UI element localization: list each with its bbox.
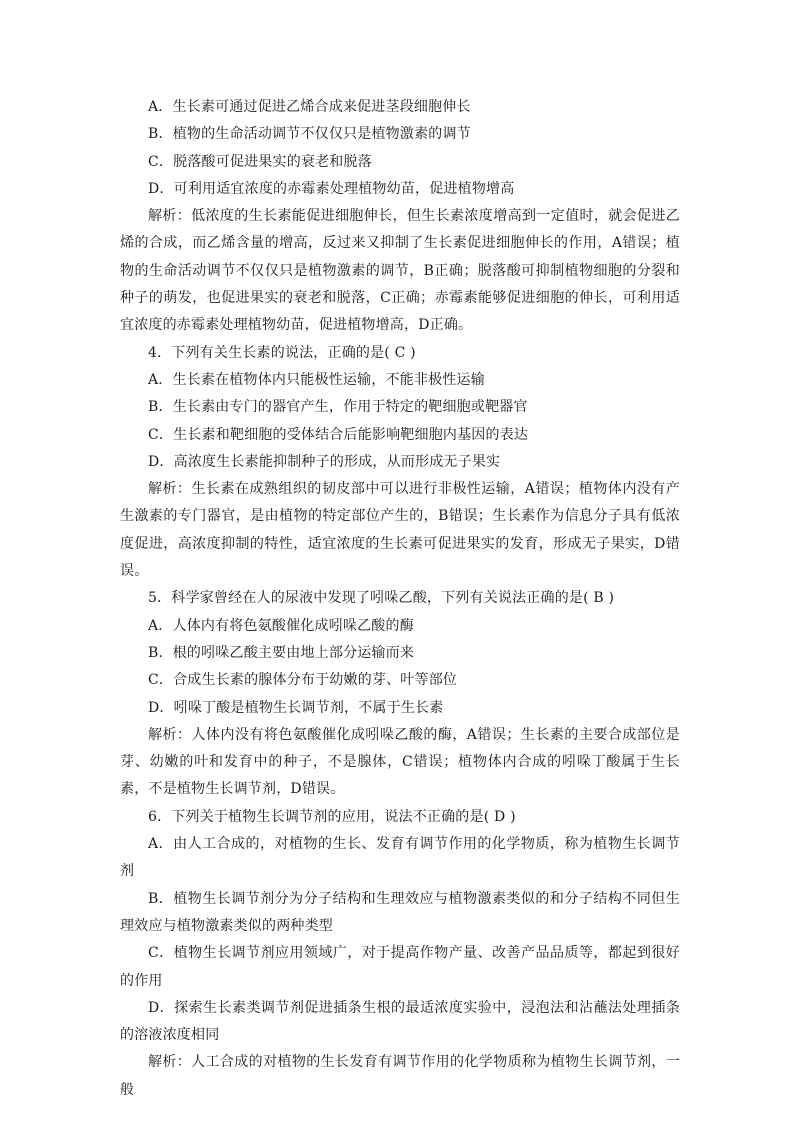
q3-option-d: D．可利用适宜浓度的赤霉素处理植物幼苗，促进植物增高 (148, 180, 515, 197)
q3-analysis: 解析：低浓度的生长素能促进细胞伸长，但生长素浓度增高到一定值时，就会促进乙烯的合成，而乙烯含量的增高，反过来又抑制了生长素促进细胞伸长的作用，A错误；植物的生命活动调节不仅仅只是植物激素的调节，B正确；脱落酸可抑制植物细胞的分裂和种子的萌发，也促进果实的衰老和脱落，C正确；赤霉素能够促进细胞的伸长，可利用适宜浓度的赤霉素处理植物幼苗，促进植物增高，D正确。 (120, 208, 680, 334)
q5-option-b: B．根的吲哚乙酸主要由地上部分运输而来 (148, 644, 415, 661)
q4-stem: 4．下列有关生长素的说法，正确的是( C ) (148, 344, 416, 361)
q5-option-d: D．吲哚丁酸是植物生长调节剂，不属于生长素 (148, 699, 444, 716)
q4-option-c: C．生长素和靶细胞的受体结合后能影响靶细胞内基因的表达 (148, 426, 529, 443)
q5-stem: 5．科学家曾经在人的尿液中发现了吲哚乙酸，下列有关说法正确的是( B ) (148, 590, 615, 607)
q6-option-b: B．植物生长调节剂分为分子结构和生理效应与植物激素类似的和分子结构不同但生理效应与植物激素类似的两种类型 (120, 890, 680, 934)
q4-option-d: D．高浓度生长素能抑制种子的形成，从而形成无子果实 (148, 453, 501, 470)
q5-option-c: C．合成生长素的腺体分布于幼嫩的芽、叶等部位 (148, 672, 458, 689)
q6-option-a: A．由人工合成的，对植物的生长、发育有调节作用的化学物质，称为植物生长调节剂 (120, 836, 680, 880)
q3-option-c: C．脱落酸可促进果实的衰老和脱落 (148, 153, 372, 170)
q5-analysis: 解析：人体内没有将色氨酸催化成吲哚乙酸的酶，A错误；生长素的主要合成部位是芽、幼嫩的叶和发育中的种子，不是腺体，C错误；植物体内合成的吲哚丁酸属于生长素，不是植物生长调节剂，D错误。 (120, 726, 680, 798)
q4-option-b: B．生长素由专门的器官产生，作用于特定的靶细胞或靶器官 (148, 399, 528, 416)
q3-option-b: B．植物的生命活动调节不仅仅只是植物激素的调节 (148, 126, 471, 143)
q6-analysis: 解析：人工合成的对植物的生长发育有调节作用的化学物质称为植物生长调节剂，一般 (120, 1054, 680, 1098)
document-page (120, 94, 680, 1104)
q4-option-a: A．生长素在植物体内只能极性运输，不能非极性运输 (148, 371, 485, 388)
q6-option-d: D．探索生长素类调节剂促进插条生根的最适浓度实验中，浸泡法和沾蘸法处理插条的溶液浓度相同 (120, 999, 680, 1044)
q6-option-c: C．植物生长调节剂应用领域广，对于提高作物产量、改善产品品质等，都起到很好的作用 (120, 945, 680, 989)
q3-option-a: A．生长素可通过促进乙烯合成来促进茎段细胞伸长 (148, 99, 471, 115)
q5-option-a: A．人体内有将色氨酸催化成吲哚乙酸的酶 (148, 617, 414, 634)
q6-stem: 6．下列关于植物生长调节剂的应用，说法不正确的是( D ) (148, 808, 516, 825)
q4-analysis: 解析：生长素在成熟组织的韧皮部中可以进行非极性运输，A错误；植物体内没有产生激素的专门器官，是由植物的特定部位产生的，B错误；生长素作为信息分子具有低浓度促进，高浓度抑制的特性，适宜浓度的生长素可促进果实的发育，形成无子果实，D错误。 (120, 481, 680, 580)
